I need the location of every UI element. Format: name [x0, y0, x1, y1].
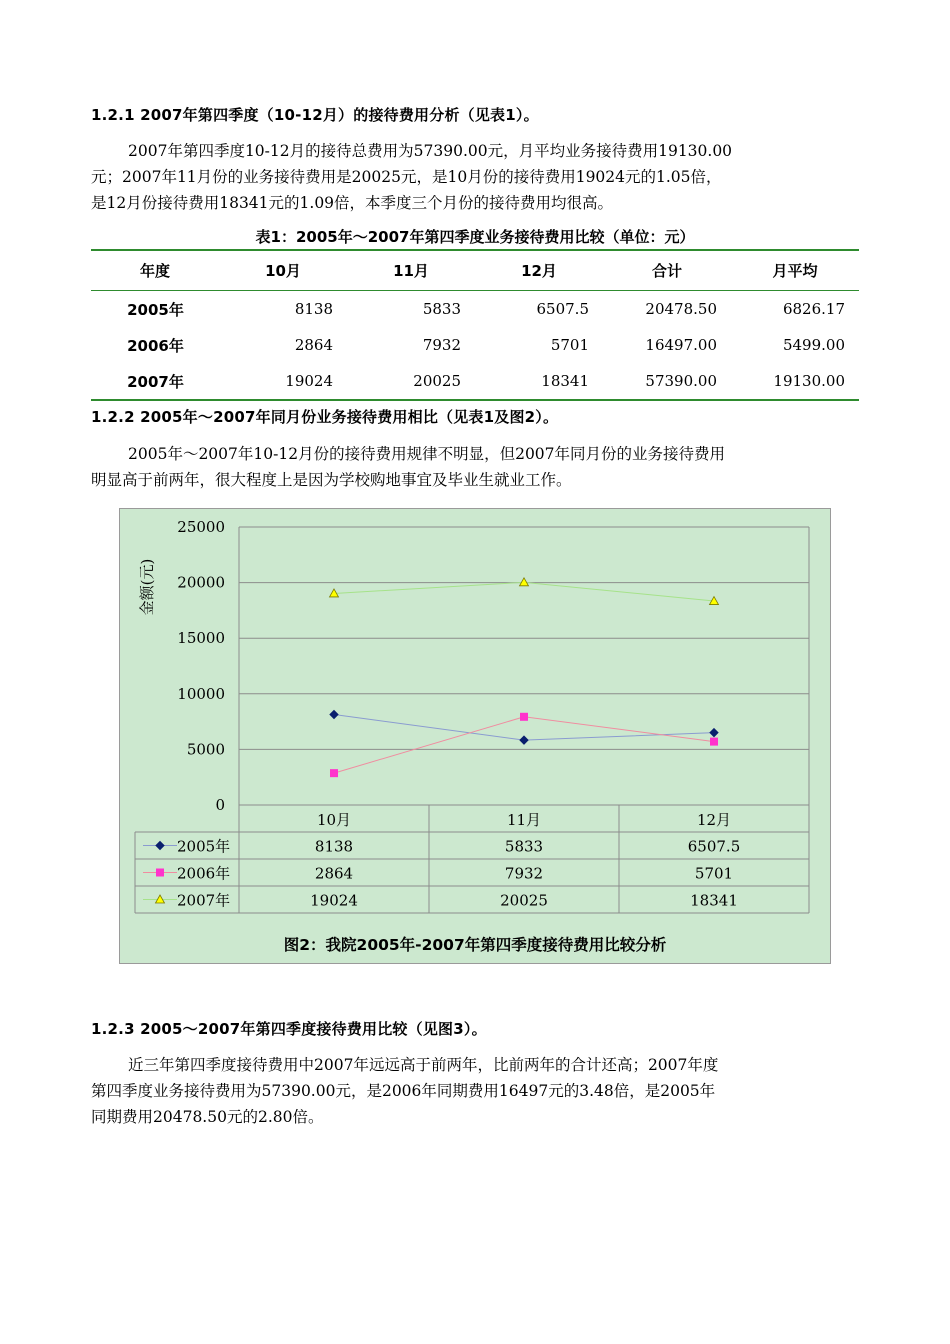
- paragraph-line: 第四季度业务接待费用为57390.00元，是2006年同期费用16497元的3.48倍，是2005年: [91, 1082, 716, 1100]
- y-tick-label: 10000: [177, 684, 225, 703]
- table-cell: 16497.00: [645, 336, 717, 354]
- expense-table: [91, 249, 859, 401]
- paragraph-line: 元；2007年11月份的业务接待费用是20025元，是10月份的接待费用19024元的1.05倍，: [91, 168, 722, 186]
- section-1-heading: 1.2.1 2007年第四季度（10-12月）的接待费用分析（见表1）。: [91, 106, 539, 124]
- column-header: 合计: [603, 250, 731, 291]
- table-cell: 2006年: [127, 336, 184, 355]
- table-cell: 6507.5: [536, 300, 589, 318]
- section-2-heading: 1.2.2 2005年～2007年同月份业务接待费用相比（见表1及图2）。: [91, 408, 559, 426]
- table-cell: 2864: [294, 336, 333, 354]
- table-cell: 5499.00: [782, 336, 845, 354]
- table-cell: 20478.50: [645, 300, 717, 318]
- data-label: 7932: [504, 864, 544, 883]
- paragraph-line: 是12月份接待费用18341元的1.09倍，本季度三个月份的接待费用均很高。: [91, 194, 614, 212]
- paragraph-line: 2007年第四季度10-12月的接待总费用为57390.00元，月平均业务接待费用19130.00: [128, 142, 733, 160]
- data-label: 5701: [694, 864, 734, 883]
- legend-label: 2005年: [177, 837, 231, 856]
- table-cell: 6826.17: [782, 300, 845, 318]
- data-label: 8138: [314, 837, 354, 856]
- data-label: 19024: [310, 891, 358, 910]
- plot-area: [239, 527, 809, 805]
- table-row: [91, 327, 859, 363]
- table-caption: 表1：2005年～2007年第四季度业务接待费用比较（单位：元）: [255, 228, 695, 246]
- data-point: [521, 713, 528, 720]
- data-label: 2864: [314, 864, 354, 883]
- table-cell: 20025: [347, 363, 475, 400]
- table-row: [91, 291, 859, 328]
- y-tick-label: 20000: [177, 573, 225, 592]
- table-cell: 57390.00: [603, 363, 731, 400]
- y-tick-label: 5000: [186, 740, 225, 759]
- table-header-row: [91, 250, 859, 291]
- data-label: 6507.5: [687, 837, 741, 856]
- table-cell: 2005年: [127, 300, 184, 319]
- table-cell: 2007年: [91, 363, 219, 400]
- x-tick-label: 11月: [506, 811, 542, 829]
- section-3-paragraph: [91, 1052, 861, 1130]
- figure-caption: 图2：我院2005年-2007年第四季度接待费用比较分析: [283, 936, 667, 954]
- table-cell: 5833: [422, 300, 461, 318]
- table-cell: 8138: [294, 300, 333, 318]
- paragraph-line: 近三年第四季度接待费用中2007年远远高于前两年，比前两年的合计还高；2007年度: [128, 1056, 719, 1074]
- legend-marker: [157, 869, 164, 876]
- column-header: 月平均: [731, 250, 859, 291]
- section-1-paragraph: [91, 138, 861, 216]
- line-chart-figure: [119, 508, 831, 964]
- data-point: [711, 738, 718, 745]
- column-header: 年度: [91, 250, 219, 291]
- x-tick-label: 10月: [316, 811, 352, 829]
- legend-label: 2007年: [177, 891, 231, 910]
- legend-label: 2006年: [177, 864, 231, 883]
- paragraph-line: 明显高于前两年，很大程度上是因为学校购地事宜及毕业生就业工作。: [91, 471, 572, 489]
- x-tick-label: 12月: [696, 811, 732, 829]
- table-cell: 19130.00: [731, 363, 859, 400]
- table-cell: 18341: [475, 363, 603, 400]
- y-tick-label: 25000: [177, 518, 225, 536]
- table-cell: 5701: [550, 336, 589, 354]
- column-header: 10月: [219, 250, 347, 291]
- section-2-paragraph: [91, 441, 861, 493]
- section-3-heading: 1.2.3 2005～2007年第四季度接待费用比较（见图3）。: [91, 1020, 487, 1038]
- paragraph-line: 同期费用20478.50元的2.80倍。: [91, 1108, 324, 1126]
- table-cell: 7932: [422, 336, 461, 354]
- data-label: 5833: [504, 837, 544, 856]
- y-tick-label: 15000: [177, 629, 225, 648]
- table-row: [91, 363, 859, 400]
- legend-marker: [156, 842, 164, 850]
- data-point: [331, 770, 338, 777]
- y-tick-label: 0: [215, 796, 225, 814]
- column-header: 11月: [347, 250, 475, 291]
- paragraph-line: 2005年～2007年10-12月份的接待费用规律不明显，但2007年同月份的业务接待费用: [128, 445, 726, 463]
- data-label: 20025: [500, 891, 548, 910]
- column-header: 12月: [475, 250, 603, 291]
- y-axis-label: 金额(元): [138, 558, 156, 616]
- table-cell: 19024: [219, 363, 347, 400]
- line-chart: [120, 509, 830, 963]
- data-label: 18341: [690, 891, 738, 910]
